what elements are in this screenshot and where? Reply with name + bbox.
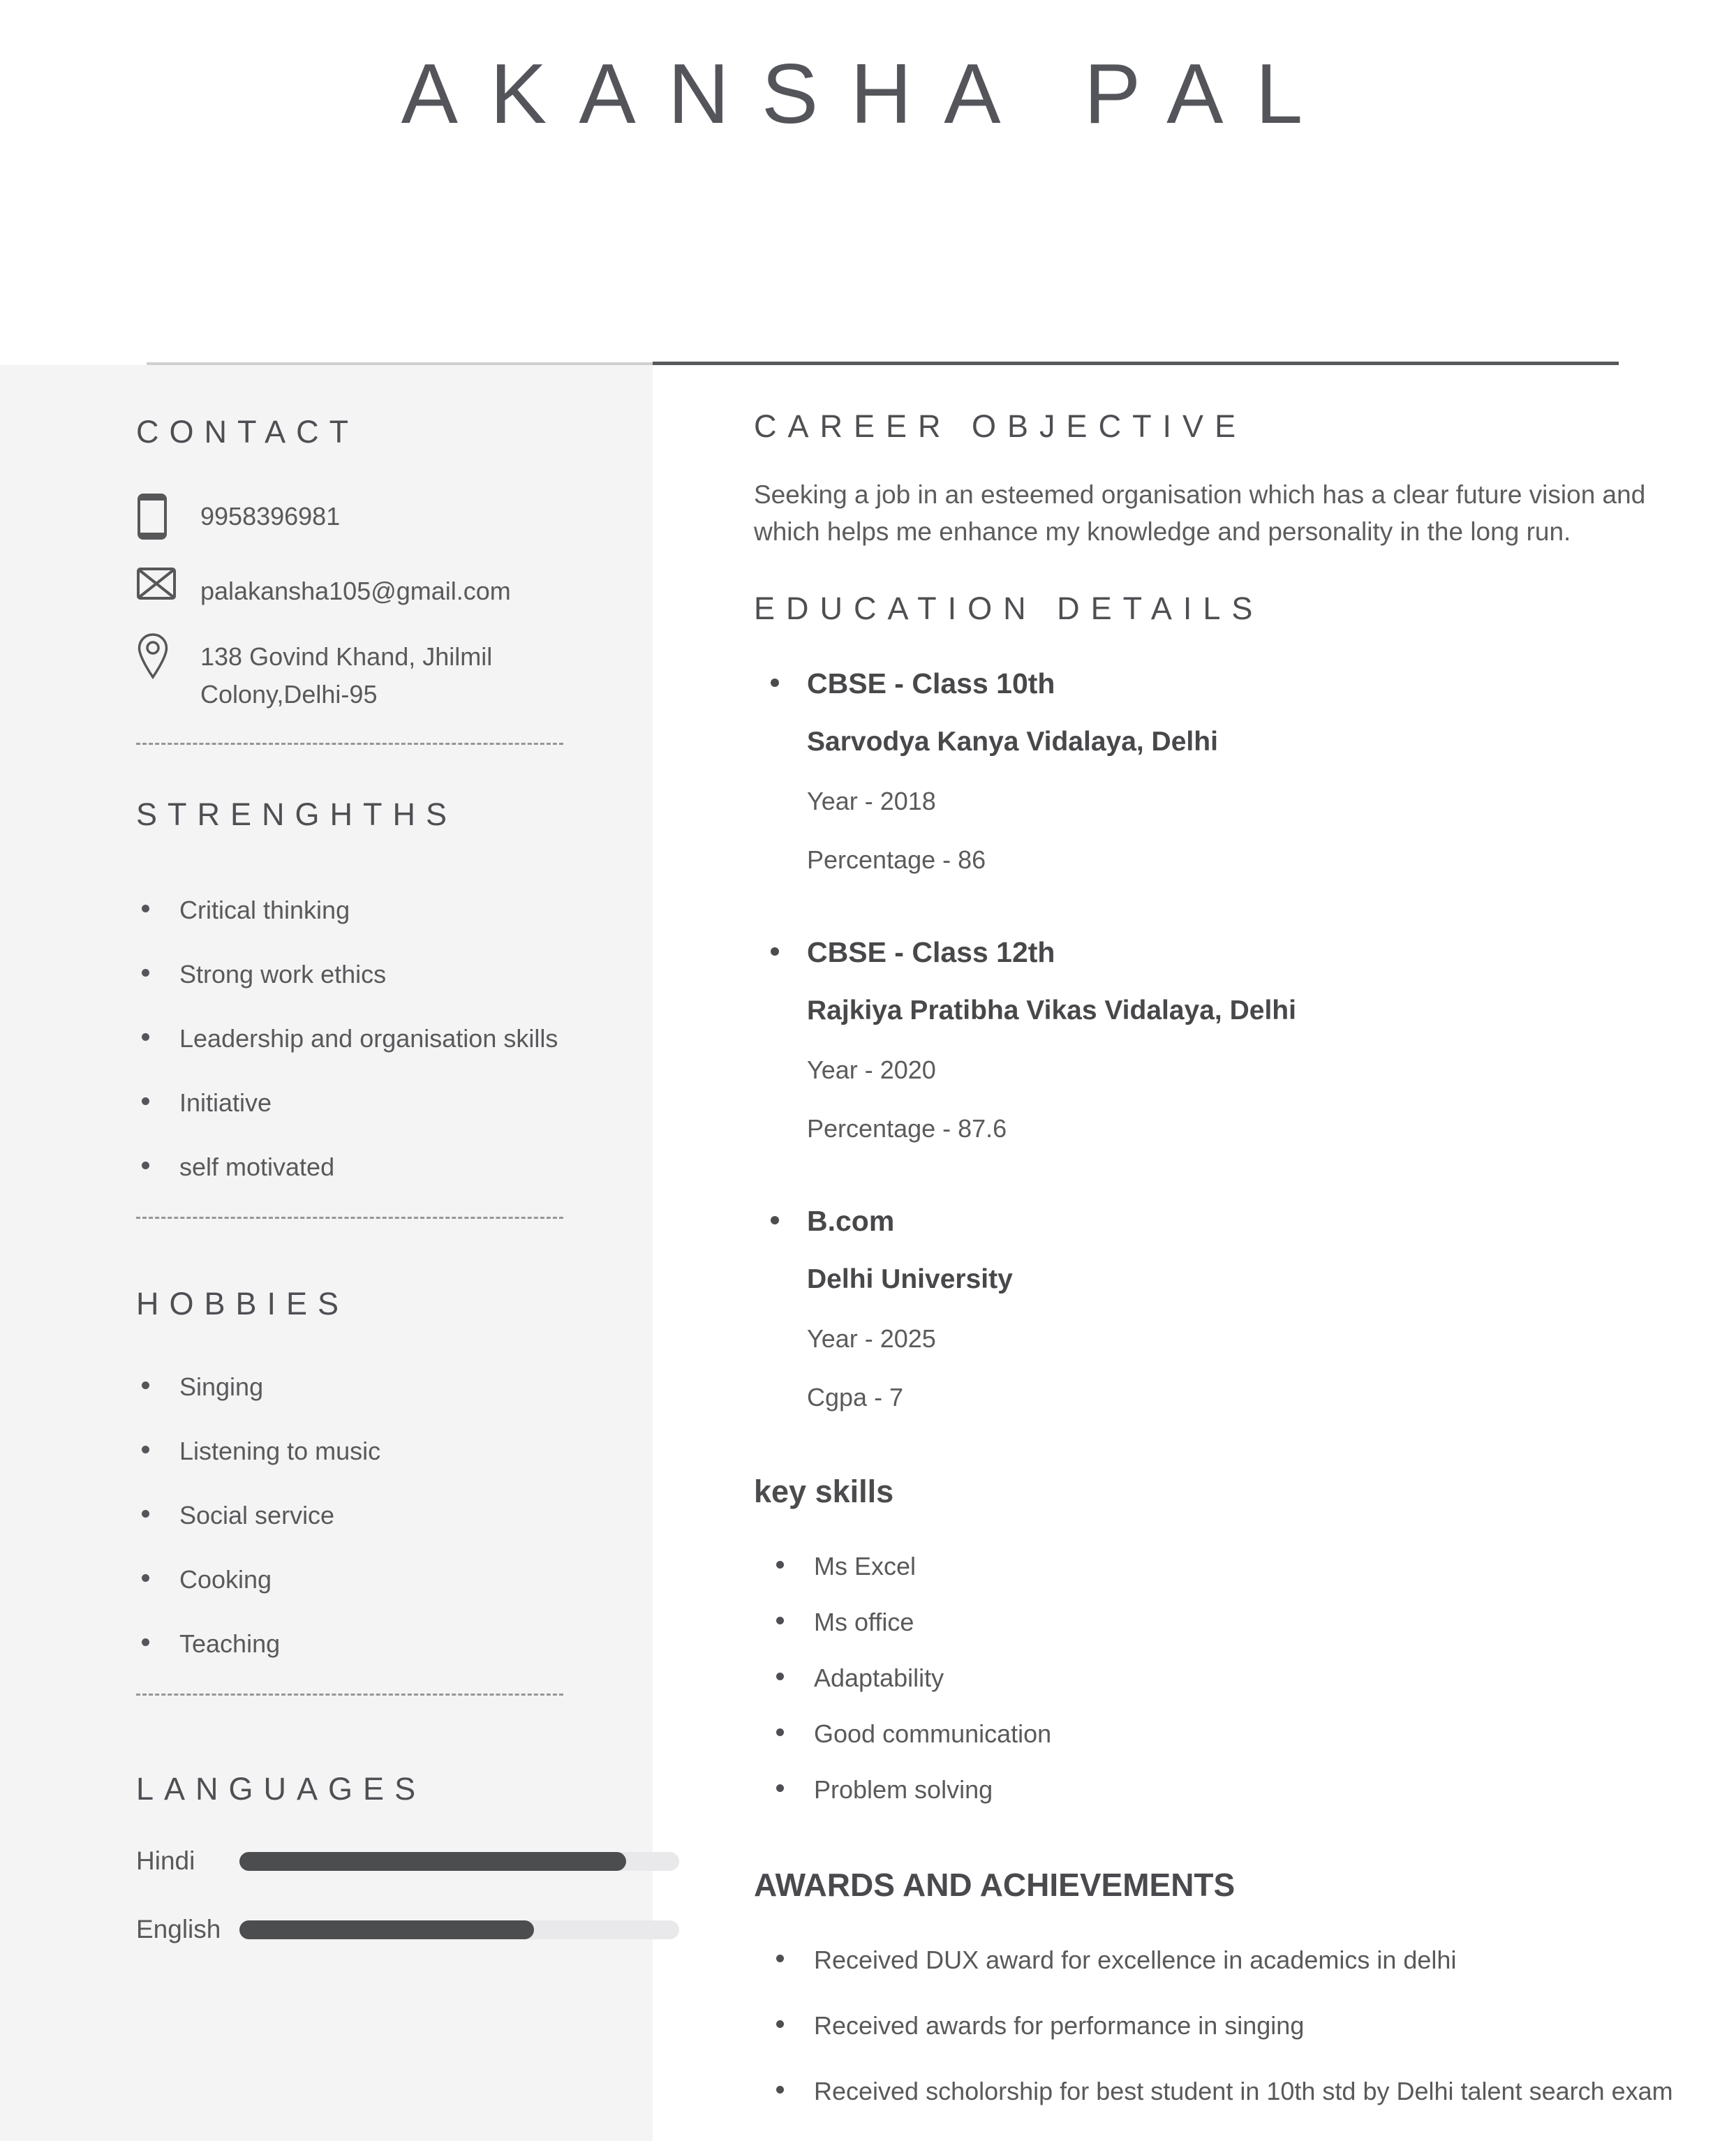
career-objective-heading: CAREER OBJECTIVE	[754, 408, 1247, 444]
strength-item: Initiative	[136, 1088, 625, 1118]
language-label: English	[136, 1915, 221, 1943]
education-entry-school: Sarvodya Kanya Vidalaya, Delhi	[807, 727, 1218, 757]
postal-address: 138 Govind Khand, Jhilmil Colony,Delhi-95	[200, 642, 493, 709]
phone-icon	[136, 489, 200, 544]
language-level-fill	[239, 1920, 534, 1939]
hobby-item: Teaching	[136, 1629, 625, 1659]
education-entry-score: Percentage - 87.6	[807, 1114, 1007, 1143]
language-level-bar	[239, 1852, 679, 1871]
education-entry-year: Year - 2018	[807, 787, 936, 816]
education-entry	[754, 936, 1710, 1143]
education-entry-year: Year - 2020	[807, 1055, 936, 1085]
languages-heading: LANGUAGES	[136, 1771, 426, 1807]
education-entry-score: Cgpa - 7	[807, 1383, 904, 1412]
award-item: Received scholorship for best student in 10th std by Delhi talent search exam	[754, 2077, 1710, 2106]
education-entry-title: CBSE - Class 12th	[807, 936, 1055, 969]
section-divider	[136, 1217, 563, 1219]
awards-heading: AWARDS AND ACHIEVEMENTS	[754, 1867, 1236, 1904]
key-skills-list	[754, 1552, 1710, 1805]
email-icon	[136, 564, 200, 604]
section-divider	[136, 743, 563, 745]
skill-item: Adaptability	[754, 1664, 1710, 1693]
awards-section	[754, 1866, 1710, 2106]
contact-row-phone	[136, 489, 625, 544]
hobby-item: Cooking	[136, 1565, 625, 1594]
hobbies-list	[136, 1372, 625, 1659]
main-column	[653, 365, 1736, 2141]
education-entry	[754, 667, 1710, 875]
skill-item: Ms Excel	[754, 1552, 1710, 1581]
contact-section	[136, 414, 625, 745]
education-entry-school: Rajkiya Pratibha Vikas Vidalaya, Delhi	[807, 995, 1296, 1026]
education-entry-title: CBSE - Class 10th	[807, 667, 1055, 700]
education-entry-title: B.com	[807, 1205, 895, 1238]
strengths-heading: STRENGHTHS	[136, 797, 458, 832]
hobbies-section	[136, 1286, 625, 1696]
contact-row-address	[136, 630, 625, 713]
contact-row-email	[136, 564, 625, 610]
sidebar	[0, 365, 653, 2141]
location-icon	[136, 630, 200, 683]
language-row	[136, 1846, 625, 1876]
education-entry	[754, 1205, 1710, 1412]
resume-body	[0, 365, 1736, 2141]
career-objective-text: Seeking a job in an esteemed organisation which has a clear future vision and which helps me enhance my knowledge and personality in the long run.	[754, 480, 1646, 546]
strength-item: Strong work ethics	[136, 960, 625, 989]
education-heading: EDUCATION DETAILS	[754, 591, 1264, 627]
skill-item: Good communication	[754, 1719, 1710, 1749]
education-entry-year: Year - 2025	[807, 1324, 936, 1354]
key-skills-heading: key skills	[754, 1474, 894, 1510]
resume-page	[0, 45, 1736, 2141]
strengths-list	[136, 896, 625, 1182]
award-item: Received DUX award for excellence in academics in delhi	[754, 1946, 1710, 1975]
resume-name: AKANSHA PAL	[401, 46, 1335, 141]
education-entry-score: Percentage - 86	[807, 845, 986, 875]
section-divider	[136, 1694, 563, 1696]
award-item: Received awards for performance in singing	[754, 2011, 1710, 2040]
strength-item: self motivated	[136, 1153, 625, 1182]
hobby-item: Listening to music	[136, 1437, 625, 1466]
skill-item: Problem solving	[754, 1775, 1710, 1805]
hobby-item: Social service	[136, 1501, 625, 1530]
language-row	[136, 1915, 625, 1944]
education-entry-school: Delhi University	[807, 1264, 1013, 1295]
skill-item: Ms office	[754, 1608, 1710, 1637]
language-level-fill	[239, 1852, 626, 1871]
languages-section	[136, 1771, 625, 1944]
key-skills-section	[754, 1474, 1710, 1805]
hobbies-heading: HOBBIES	[136, 1286, 350, 1321]
contact-list	[136, 489, 625, 713]
strength-item: Critical thinking	[136, 896, 625, 925]
strength-item: Leadership and organisation skills	[136, 1024, 625, 1053]
awards-list	[754, 1946, 1710, 2106]
contact-heading: CONTACT	[136, 414, 359, 450]
education-section	[754, 591, 1710, 1412]
email-address: palakansha105@gmail.com	[200, 577, 511, 605]
phone-number: 9958396981	[200, 502, 341, 531]
language-level-bar	[239, 1920, 679, 1939]
hobby-item: Singing	[136, 1372, 625, 1402]
language-label: Hindi	[136, 1846, 195, 1875]
career-objective-section	[754, 408, 1710, 550]
education-list	[754, 667, 1710, 1412]
strengths-section	[136, 797, 625, 1219]
